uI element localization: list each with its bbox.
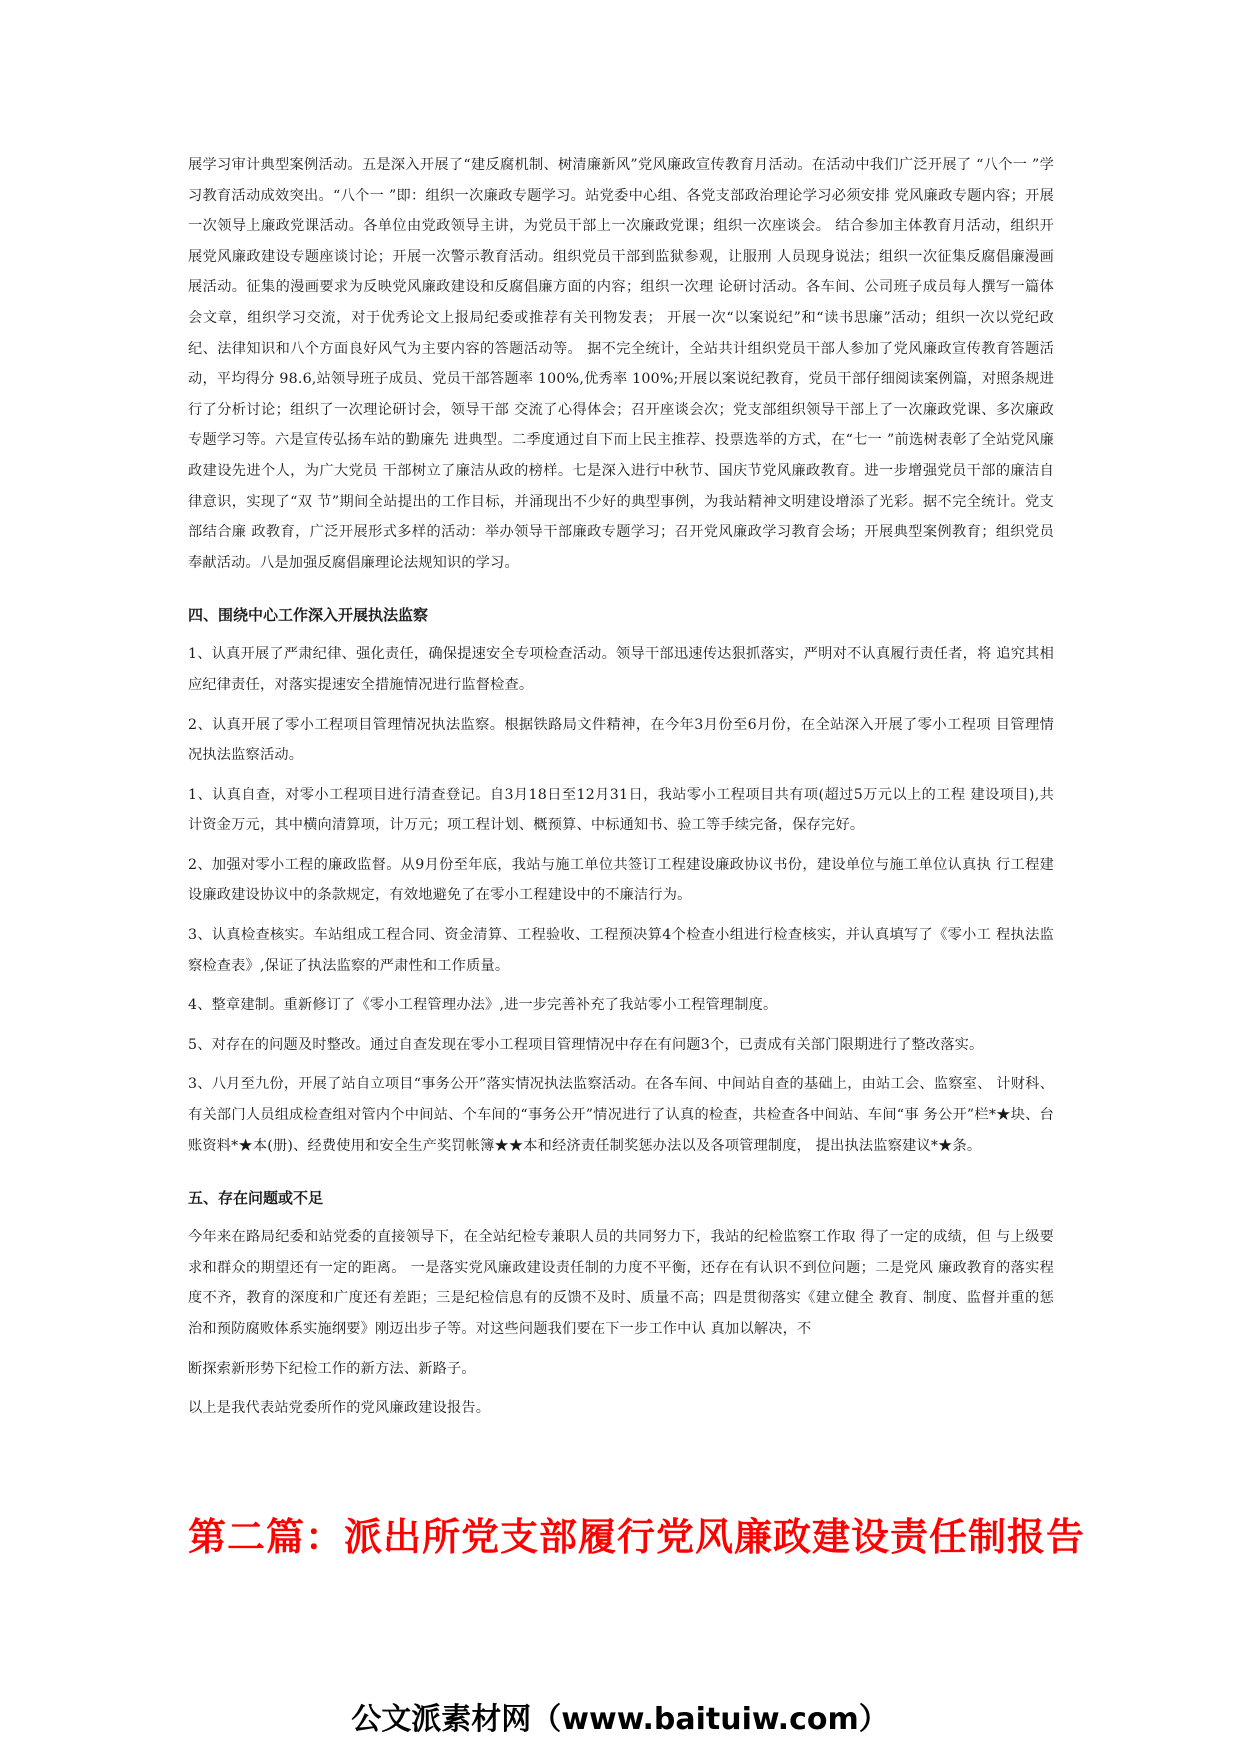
section-4-paragraph-4: 2、加强对零小工程的廉政监督。从9月份至年底，我站与施工单位共签订工程建设廉政协议书份，建设单位与施工单位认真执 行工程建设廉政建设协议中的条款规定，有效地避免了在零小工程建设中的不廉洁行为。 xyxy=(188,856,1054,904)
next-document-title: 第二篇：派出所党支部履行党风廉政建设责任制报告 xyxy=(188,1514,1086,1559)
section-5-paragraph-3: 以上是我代表站党委所作的党风廉政建设报告。 xyxy=(188,1400,491,1417)
section-4-paragraph-5: 3、认真检查核实。车站组成工程合同、资金清算、工程验收、工程预决算4个检查小组进行检查核实，并认真填写了《零小工 程执法监察检查表》,保证了执法监察的严肃性和工作质量。 xyxy=(188,927,1054,974)
document-body xyxy=(188,150,1054,1424)
section-4-paragraph-3: 1、认真自查，对零小工程项目进行清查登记。自3月18日至12月31日，我站零小工程项目共有项(超过5万元以上的工程 建设项目),共计资金万元，其中横向清算项，计万元；项工程计划、概预算、中标通知书、验工等手续完备，保存完好。 xyxy=(188,786,1054,834)
section-4-paragraph-2: 2、认真开展了零小工程项目管理情况执法监察。根据铁路局文件精神，在今年3月份至6月份，在全站深入开展了零小工程项 目管理情况执法监察活动。 xyxy=(188,716,1054,764)
section-4-paragraph-1: 1、认真开展了严肃纪律、强化责任，确保提速安全专项检查活动。领导干部迅速传达狠抓落实，严明对不认真履行责任者，将 追究其相应纪律责任，对落实提速安全措施情况进行监督检查。 xyxy=(188,646,1054,693)
section-4-heading: 四、围绕中心工作深入开展执法监察 xyxy=(188,606,429,625)
footer-watermark: 公文派素材网（www.baituiw.com） xyxy=(351,1702,889,1737)
section-5-paragraph-1: 今年来在路局纪委和站党委的直接领导下，在全站纪检专兼职人员的共同努力下，我站的纪检监察工作取 得了一定的成绩，但 与上级要求和群众的期望还有一定的距离。 一是落实党风廉政建设责任制的力度不平衡，还存在有认识不到位问题；二是党风 廉政教育的落实程度不齐，教育的深度和广度还有差距；三是纪检信息有的反馈不及时、质量不高；四是贯彻落实《建立健全 教育、制度、监督并重的惩治和预防腐败体系实施纲要》刚迈出步子等。对这些问题我们要在下一步工作中认 真加以解决，不 xyxy=(188,1229,1054,1337)
section-4-paragraph-7: 5、对存在的问题及时整改。通过自查发现在零小工程项目管理情况中存在有问题3个，已责成有关部门限期进行了整改落实。 xyxy=(188,1036,984,1053)
intro-paragraph: 展学习审计典型案例活动。五是深入开展了“建反腐机制、树清廉新风”党风廉政宣传教育月活动。在活动中我们广泛开展了 “八个一 ”学习教育活动成效突出。“八个一 ”即：组织一次廉政专题学习。站党委中心组、各党支部政治理论学习必须安排 党风廉政专题内容；开展一次领导上廉政党课活动。各单位由党政领导主讲，为党员干部上一次廉政党课；组织一次座谈会。 结合参加主体教育月活动，组织开展党风廉政建设专题座谈讨论；开展一次警示教育活动。组织党员干部到监狱参观，让服刑 人员现身说法；组织一次征集反腐倡廉漫画展活动。征集的漫画要求为反映党风廉政建设和反腐倡廉方面的内容；组织一次理 论研讨活动。各车间、公司班子成员每人撰写一篇体会文章，组织学习交流，对于优秀论文上报局纪委或推荐有关刊物发表； 开展一次“以案说纪”和“读书思廉”活动；组织一次以党纪政纪、法律知识和八个方面良好风气为主要内容的答题活动等。 据不完全统计，全站共计组织党员干部人参加了党风廉政宣传教育答题活动，平均得分 98.6,站领导班子成员、党员干部答题率 100%,优秀率 100%;开展以案说纪教育，党员干部仔细阅读案例篇，对照条规进行了分析讨论；组织了一次理论研讨会，领导干部 交流了心得体会；召开座谈会次；党支部组织领导干部上了一次廉政党课、多次廉政专题学习等。六是宣传弘扬车站的勤廉先 进典型。二季度通过自下而上民主推荐、投票选举的方式，在“七一 ”前选树表彰了全站党风廉政建设先进个人，为广大党员 干部树立了廉洁从政的榜样。七是深入进行中秋节、国庆节党风廉政教育。进一步增强党员干部的廉洁自律意识，实现了“双 节”期间全站提出的工作目标，并涌现出不少好的典型事例，为我站精神文明建设增添了光彩。据不完全统计。党支部结合廉 政教育，广泛开展形式多样的活动：举办领导干部廉政专题学习；召开党风廉政学习教育会场；开展典型案例教育；组织党员 奉献活动。八是加强反腐倡廉理论法规知识的学习。 xyxy=(188,157,1054,571)
section-5-heading: 五、存在问题或不足 xyxy=(188,1189,324,1208)
section-5-paragraph-2: 断探索新形势下纪检工作的新方法、新路子。 xyxy=(188,1360,476,1377)
section-4-paragraph-8: 3、八月至九份，开展了站自立项目“事务公开”落实情况执法监察活动。在各车间、中间站自查的基础上，由站工会、监察室、 计财科、有关部门人员组成检查组对管内个中间站、个车间的“事务公开”情况进行了认真的检查，共检查各中间站、车间“事 务公开”栏*★块、台账资料*★本(册)、经费使用和安全生产奖罚帐簿★★本和经济责任制奖惩办法以及各项管理制度， 提出执法监察建议*★条。 xyxy=(188,1076,1054,1154)
section-4-paragraph-6: 4、整章建制。重新修订了《零小工程管理办法》,进一步完善补充了我站零小工程管理制度。 xyxy=(188,997,778,1014)
